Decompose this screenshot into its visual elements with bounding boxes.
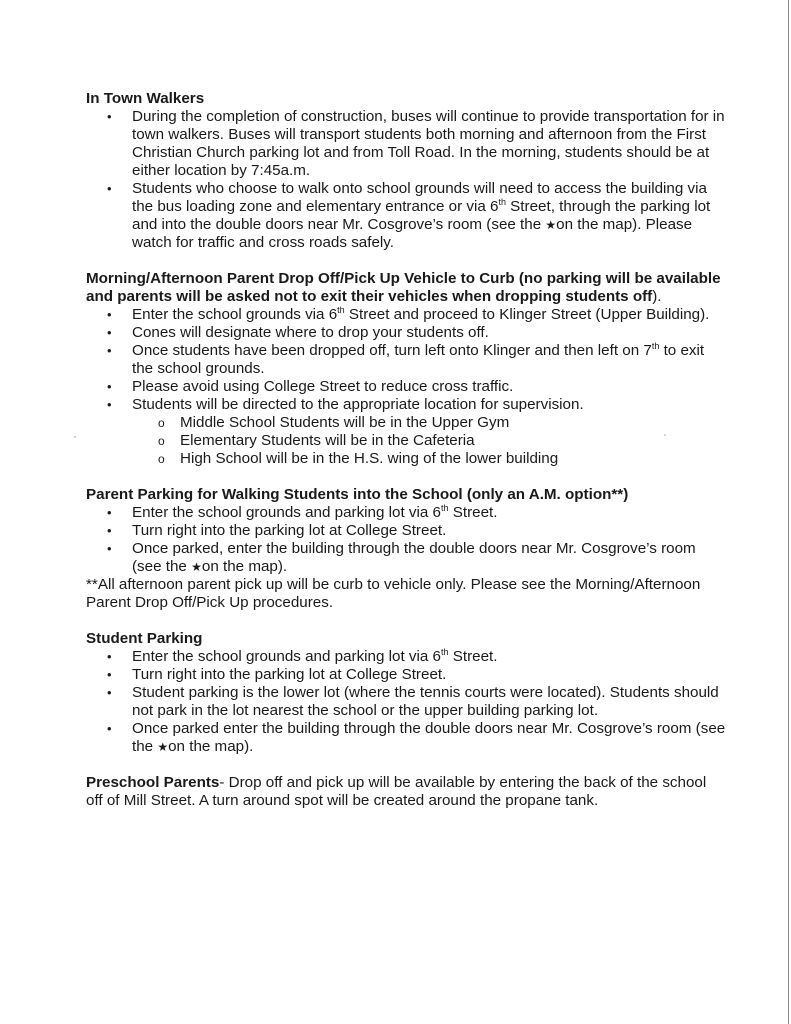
list-item: • Please avoid using College Street to reduce cross traffic. bbox=[132, 378, 726, 396]
section-parent-parking bbox=[86, 486, 726, 612]
document-body bbox=[86, 90, 726, 828]
list-item: • Students will be directed to the appropriate location for supervision. o Middle School Students will be in the Upper Gym o Elementary Students will be in the Cafeteria o High School will be in the H.S. wing of the lower building bbox=[132, 396, 726, 468]
section-parent-drop-off bbox=[86, 270, 726, 468]
section-heading: Preschool Parents bbox=[86, 774, 220, 791]
footnote: **All afternoon parent pick up will be curb to vehicle only. Please see the Morning/Afternoon Parent Drop Off/Pick Up procedures. bbox=[86, 576, 701, 611]
section-preschool-parents bbox=[86, 774, 726, 810]
page-edge-line bbox=[788, 0, 789, 1024]
list-item: • During the completion of construction, buses will continue to provide transportation for in town walkers. Buses will transport students both morning and afternoon from the First Christian Church parking lot and from Toll Road. In the morning, students should be at either location by 7:45a.m. bbox=[132, 108, 726, 180]
list-item: • Enter the school grounds via 6th Street and proceed to Klinger Street (Upper Building). bbox=[132, 306, 726, 324]
sub-list-item: o Elementary Students will be in the Cafeteria bbox=[180, 432, 726, 450]
list-item: • Student parking is the lower lot (where the tennis courts were located). Students should not park in the lot nearest the school or the upper building parking lot. bbox=[132, 684, 726, 720]
bullet-list bbox=[86, 648, 726, 756]
section-student-parking bbox=[86, 630, 726, 756]
list-item: • Turn right into the parking lot at College Street. bbox=[132, 522, 726, 540]
bullet-list bbox=[86, 504, 726, 576]
list-item: • Once parked, enter the building through the double doors near Mr. Cosgrove’s room (see the ★on the map). bbox=[132, 540, 726, 576]
sub-list-item: o High School will be in the H.S. wing of the lower building bbox=[180, 450, 726, 468]
list-item: • Once students have been dropped off, turn left onto Klinger and then left on 7th to exit the school grounds. bbox=[132, 342, 726, 378]
sub-list-item: o Middle School Students will be in the Upper Gym bbox=[180, 414, 726, 432]
paragraph-text: - Drop off and pick up will be available by entering the back of the school off of Mill Street. A turn around spot will be created around the propane tank. bbox=[86, 774, 707, 809]
star-icon: ★ bbox=[191, 560, 202, 574]
section-heading: Parent Parking for Walking Students into the School (only an A.M. option**) bbox=[86, 486, 629, 503]
list-item: • Turn right into the parking lot at College Street. bbox=[132, 666, 726, 684]
section-heading: In Town Walkers bbox=[86, 90, 205, 107]
section-in-town-walkers bbox=[86, 90, 726, 252]
sub-bullet-list bbox=[132, 414, 726, 468]
list-item: • Enter the school grounds and parking lot via 6th Street. bbox=[132, 504, 726, 522]
star-icon: ★ bbox=[545, 218, 557, 232]
section-heading: Morning/Afternoon Parent Drop Off/Pick Up Vehicle to Curb (no parking will be available and parents will be asked not to exit their vehicles when dropping students off). bbox=[86, 270, 721, 305]
list-item: • Cones will designate where to drop your students off. bbox=[132, 324, 726, 342]
list-item: • Students who choose to walk onto school grounds will need to access the building via the bus loading zone and elementary entrance or via 6th Street, through the parking lot and into the double doors near Mr. Cosgrove’s room (see the ★on the map). Please watch for traffic and cross roads safely. bbox=[132, 180, 726, 252]
list-item: • Enter the school grounds and parking lot via 6th Street. bbox=[132, 648, 726, 666]
bullet-list bbox=[86, 306, 726, 468]
section-heading: Student Parking bbox=[86, 630, 203, 647]
scan-speck bbox=[74, 436, 76, 438]
list-item: • Once parked enter the building through the double doors near Mr. Cosgrove’s room (see the ★on the map). bbox=[132, 720, 726, 756]
bullet-list bbox=[86, 108, 726, 252]
star-icon: ★ bbox=[157, 740, 169, 754]
